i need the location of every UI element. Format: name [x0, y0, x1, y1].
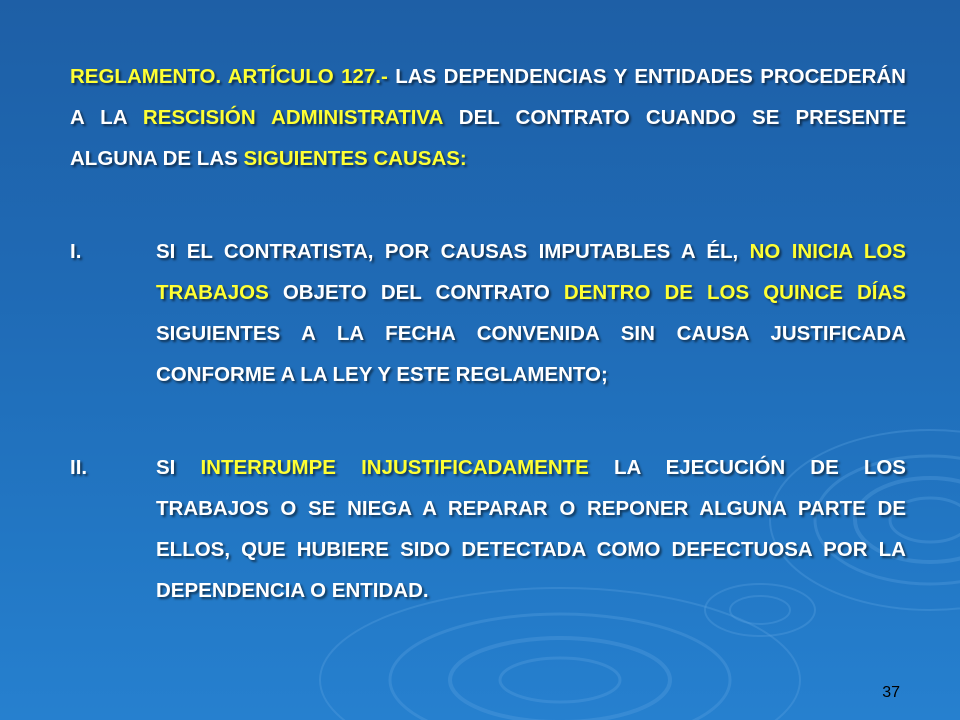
- slide-page-number: 37: [882, 684, 900, 701]
- article-reference: REGLAMENTO. ARTÍCULO 127.-: [70, 65, 388, 88]
- cause-text-3: SIGUIENTES A LA FECHA CONVENIDA SIN CAUSA JUSTIFICADA CONFORME A LA LEY Y ESTE REGLAMENTO;: [156, 322, 906, 386]
- interruption-highlight: INTERRUMPE INJUSTIFICADAMENTE: [200, 456, 589, 479]
- cause-number: II.: [70, 456, 88, 479]
- cause-text-1: SI EL CONTRATISTA, POR CAUSAS IMPUTABLES A ÉL,: [156, 240, 750, 263]
- cause-text-1: SI: [156, 456, 201, 479]
- rescission-highlight: RESCISIÓN ADMINISTRATIVA: [142, 106, 443, 129]
- cause-text-2: OBJETO DEL CONTRATO: [268, 281, 564, 304]
- article-intro-paragraph: [70, 56, 906, 179]
- causes-highlight: SIGUIENTES CAUSAS:: [243, 147, 467, 170]
- cause-text: [156, 447, 906, 611]
- cause-text: [156, 231, 906, 395]
- cause-text-2: LA EJECUCIÓN DE LOS TRABAJOS O SE NIEGA A REPARAR O REPONER ALGUNA PARTE DE ELLOS, QUE HUBIERE SIDO DETECTADA COMO DEFECTUOSA POR LA DEPENDENCIA O ENTIDAD.: [156, 456, 906, 602]
- intro-text-1: LAS DEPENDENCIAS Y ENTIDADES PROCEDERÁN A LA: [70, 65, 906, 129]
- intro-text-2: DEL CONTRATO CUANDO SE PRESENTE ALGUNA DE LAS: [70, 106, 906, 170]
- cause-number: I.: [70, 240, 82, 263]
- no-start-highlight: NO INICIA LOS TRABAJOS: [156, 240, 906, 304]
- fifteen-days-highlight: DENTRO DE LOS QUINCE DÍAS: [563, 281, 906, 304]
